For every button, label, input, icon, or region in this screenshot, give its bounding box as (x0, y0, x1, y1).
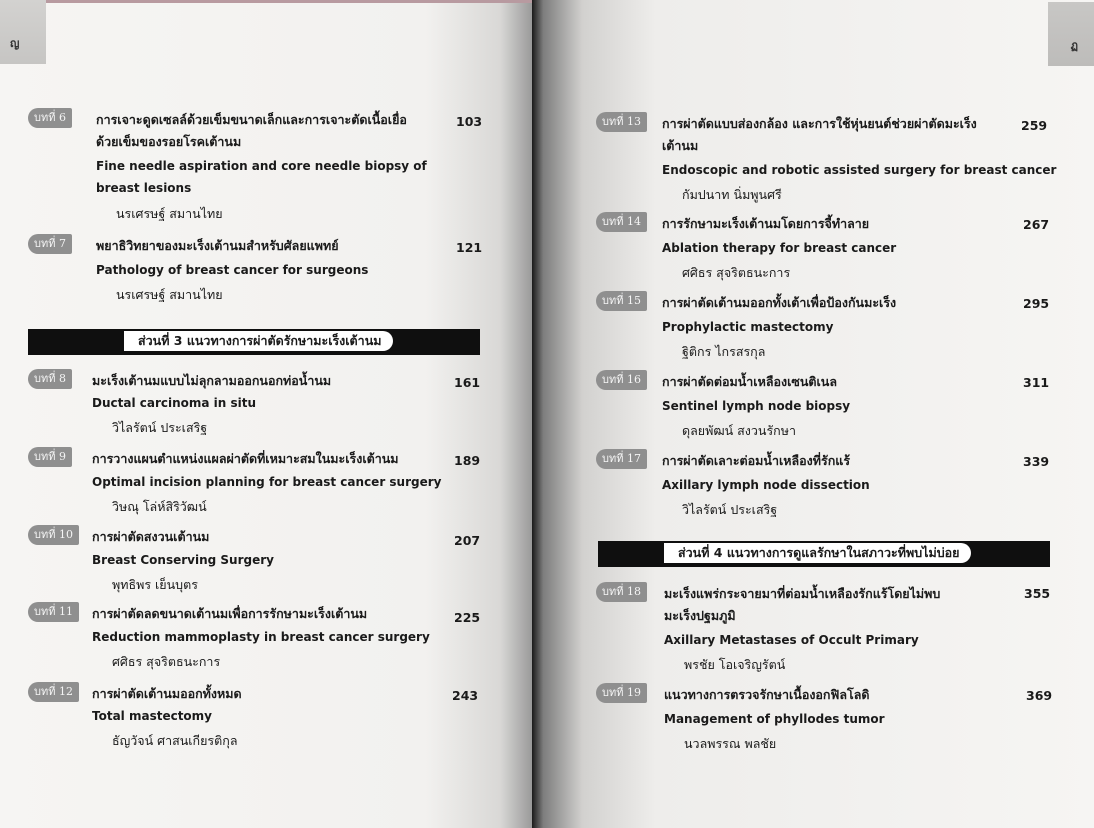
page-number: 355 (1024, 586, 1051, 601)
page-number: 311 (1023, 375, 1050, 390)
chapter-author: พุทธิพร เย็นบุตร (112, 577, 198, 592)
chapter-title-english: Sentinel lymph node biopsy (662, 399, 851, 413)
chapter-title-english: Ductal carcinoma in situ (92, 396, 257, 410)
chapter-badge: บทที่ 15 (596, 291, 647, 311)
chapter-badge: บทที่ 11 (28, 602, 79, 622)
chapter-author: กัมปนาท นิ่มพูนศรี (682, 187, 782, 202)
page-number: 207 (454, 533, 481, 548)
chapter-badge: บทที่ 12 (28, 682, 79, 702)
chapter-title-thai: แนวทางการตรวจรักษาเนื้องอกฟิลโลดิ (664, 687, 870, 702)
page-corner-label: ฏ (1070, 39, 1078, 52)
page-number: 161 (454, 375, 481, 390)
chapter-author: นรเศรษฐ์ สมานไทย (116, 287, 223, 302)
chapter-author: ศศิธร สุจริตธนะการ (112, 654, 221, 669)
section-title: ส่วนที่ 3 แนวทางการผ่าตัดรักษามะเร็งเต้านม (124, 331, 393, 351)
page-number: 267 (1023, 217, 1050, 232)
chapter-badge: บทที่ 6 (28, 108, 72, 128)
chapter-author: ศศิธร สุจริตธนะการ (682, 265, 791, 280)
chapter-title-english: Breast Conserving Surgery (92, 553, 274, 567)
chapter-title-english: Fine needle aspiration and core needle biopsy of (96, 159, 427, 173)
chapter-title-thai: การผ่าตัดสงวนเต้านม (92, 529, 210, 544)
page-number: 339 (1023, 454, 1050, 469)
chapter-author: พรชัย โอเจริญรัตน์ (684, 657, 786, 672)
chapter-title-thai: การผ่าตัดลดขนาดเต้านมเพื่อการรักษามะเร็งเต้านม (92, 606, 368, 621)
chapter-badge: บทที่ 7 (28, 234, 72, 254)
section-header (28, 329, 480, 355)
chapter-title-english: Ablation therapy for breast cancer (662, 241, 897, 255)
page-corner-tab (1048, 2, 1094, 66)
chapter-author: นรเศรษฐ์ สมานไทย (116, 206, 223, 221)
page-number: 369 (1026, 688, 1053, 703)
chapter-title-english: Optimal incision planning for breast cancer surgery (92, 475, 442, 489)
chapter-title-english: Prophylactic mastectomy (662, 320, 834, 334)
chapter-title-thai: มะเร็งแพร่กระจายมาที่ต่อมน้ำเหลืองรักแร้โดยไม่พบ (664, 586, 941, 601)
left-page (0, 0, 532, 828)
chapter-title-thai: การผ่าตัดเต้านมออกทั้งหมด (92, 686, 242, 701)
chapter-title-english: breast lesions (96, 181, 192, 195)
section-header (598, 541, 1050, 567)
page-number: 189 (454, 453, 481, 468)
chapter-badge: บทที่ 14 (596, 212, 647, 232)
page-number: 295 (1023, 296, 1050, 311)
right-page (532, 0, 1094, 828)
chapter-title-english: Pathology of breast cancer for surgeons (96, 263, 369, 277)
page-number: 225 (454, 610, 481, 625)
page-corner-label: ญ (10, 37, 20, 50)
chapter-badge: บทที่ 18 (596, 582, 647, 602)
chapter-title-english: Axillary Metastases of Occult Primary (664, 633, 919, 647)
chapter-badge: บทที่ 13 (596, 112, 647, 132)
chapter-title-thai: การผ่าตัดเต้านมออกทั้งเต้าเพื่อป้องกันมะเร็ง (662, 295, 897, 310)
chapter-title-thai: ด้วยเข็มของรอยโรคเต้านม (96, 134, 242, 149)
chapter-badge: บทที่ 19 (596, 683, 647, 703)
page-number: 243 (452, 688, 479, 703)
chapter-title-thai: การวางแผนตำแหน่งแผลผ่าตัดที่เหมาะสมในมะเร็งเต้านม (92, 451, 399, 466)
chapter-title-thai: เต้านม (662, 138, 699, 153)
page-edge (0, 0, 532, 3)
chapter-author: ฐิติกร ไกรสรกุล (682, 344, 766, 359)
chapter-title-english: Management of phyllodes tumor (664, 712, 885, 726)
chapter-badge: บทที่ 9 (28, 447, 72, 467)
chapter-badge: บทที่ 16 (596, 370, 647, 390)
chapter-title-english: Reduction mammoplasty in breast cancer surgery (92, 630, 430, 644)
chapter-title-english: Axillary lymph node dissection (662, 478, 870, 492)
chapter-author: ดุลยพัฒน์ สงวนรักษา (682, 423, 796, 438)
chapter-author: นวลพรรณ พลชัย (684, 736, 777, 751)
chapter-title-english: Endoscopic and robotic assisted surgery for breast cancer (662, 163, 1057, 177)
section-title: ส่วนที่ 4 แนวทางการดูแลรักษาในสภาวะที่พบไม่บ่อย (664, 543, 971, 563)
chapter-title-thai: การผ่าตัดต่อมน้ำเหลืองเซนติเนล (662, 374, 837, 389)
chapter-title-thai: พยาธิวิทยาของมะเร็งเต้านมสำหรับศัลยแพทย์ (96, 238, 339, 253)
page-number: 103 (456, 114, 483, 129)
chapter-author: วิษณุ โล่ห์สิริวัฒน์ (112, 499, 207, 514)
chapter-title-english: Total mastectomy (92, 709, 212, 723)
page-corner-tab (0, 0, 46, 64)
page-number: 121 (456, 240, 483, 255)
chapter-title-thai: มะเร็งปฐมภูมิ (664, 608, 736, 623)
chapter-badge: บทที่ 17 (596, 449, 647, 469)
chapter-title-thai: การเจาะดูดเซลล์ด้วยเข็มขนาดเล็กและการเจาะตัดเนื้อเยื่อ (96, 112, 407, 127)
chapter-title-thai: การผ่าตัดเลาะต่อมน้ำเหลืองที่รักแร้ (662, 453, 851, 468)
chapter-title-thai: มะเร็งเต้านมแบบไม่ลุกลามออกนอกท่อน้ำนม (92, 373, 332, 388)
chapter-title-thai: การผ่าตัดแบบส่องกล้อง และการใช้หุ่นยนต์ช่วยผ่าตัดมะเร็ง (662, 116, 977, 131)
chapter-author: ธัญวัจน์ ศาสนเกียรติกุล (112, 733, 238, 748)
chapter-badge: บทที่ 10 (28, 525, 79, 545)
chapter-author: วิไลรัตน์ ประเสริฐ (682, 502, 778, 517)
page-number: 259 (1021, 118, 1048, 133)
chapter-title-thai: การรักษามะเร็งเต้านมโดยการจี้ทำลาย (662, 216, 870, 231)
chapter-badge: บทที่ 8 (28, 369, 72, 389)
chapter-author: วิไลรัตน์ ประเสริฐ (112, 420, 208, 435)
